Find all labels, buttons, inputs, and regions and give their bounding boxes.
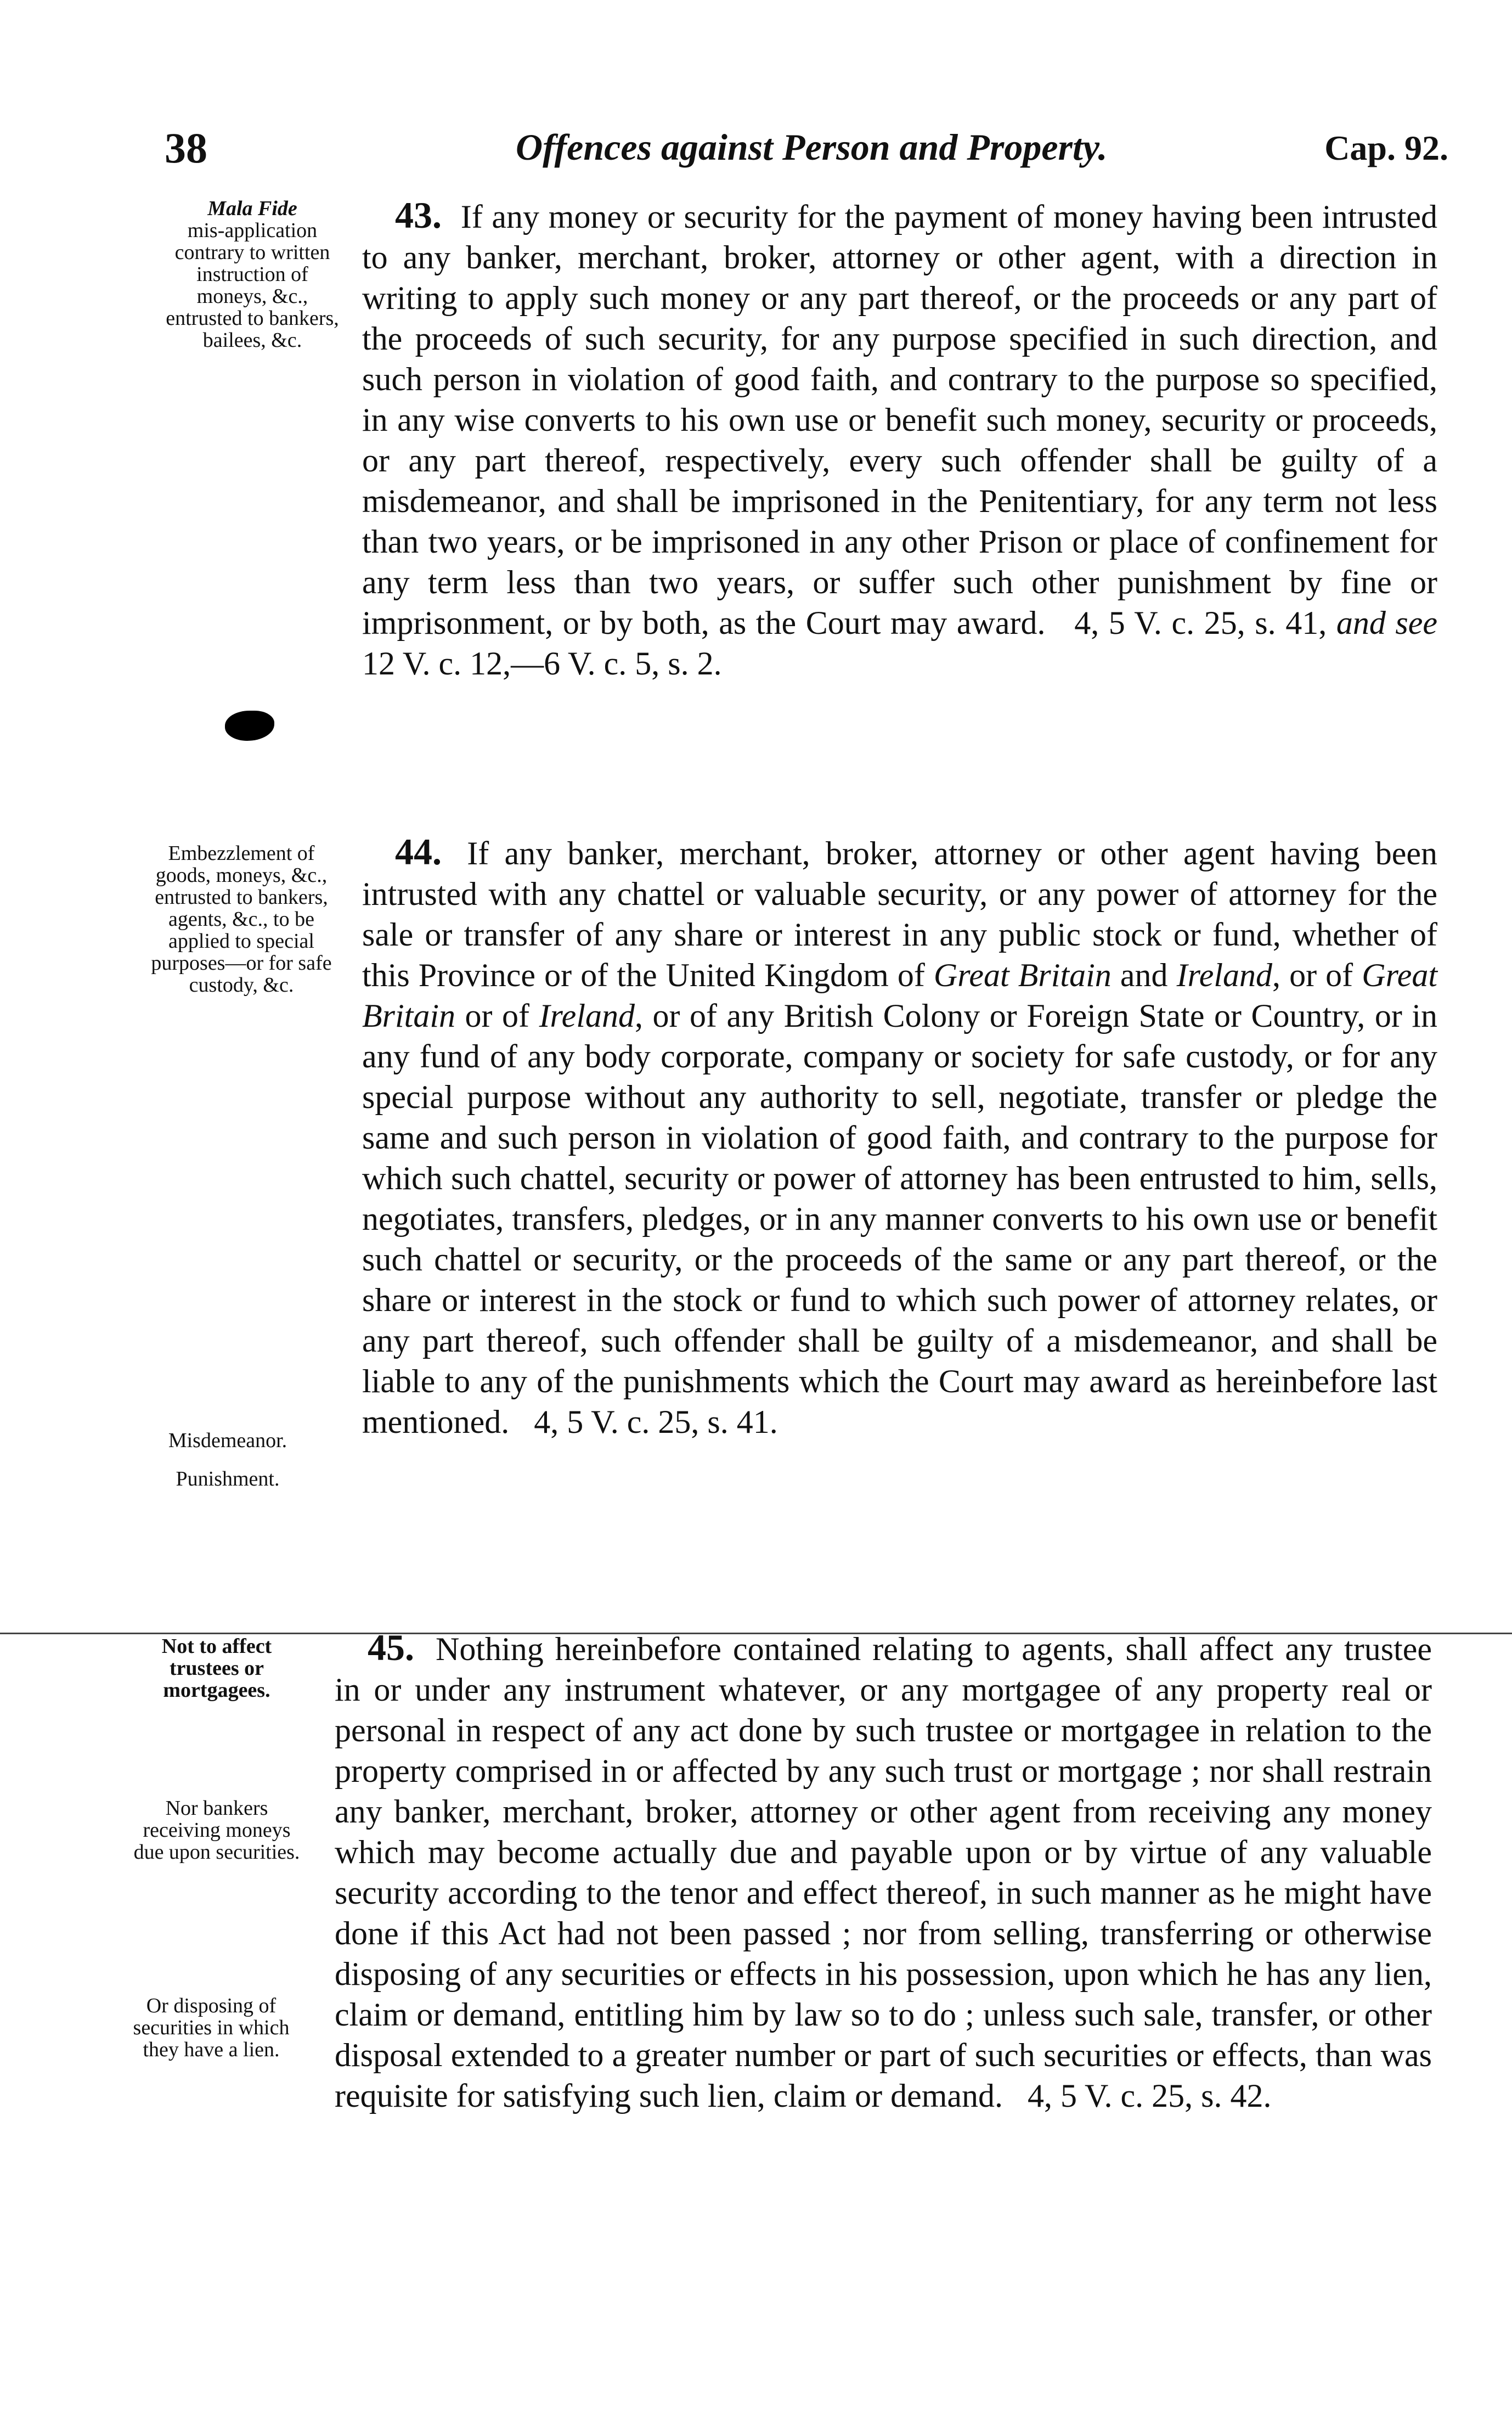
section-text-part: , or of any British Colony or Foreign State or Country, or in any fund of any body corporate, company or society for safe custody, or for any special purpose without any authority to sell, negotiate, transfer or pledge the same and such person in violation of good faith, and contrary to the purpose for which such chattel, security or power of attorney has been entrusted to him, sells, negotiates, transfers, pledges, or in any manner converts to his own use or benefit such chattel or security, or the proceeds of the same or any part thereof, or the share or interest in the stock or fund to which such power of attorney relates, or any part thereof, such offender shall be guilty of a misdemeanor, and shall be liable to any of the punishments which the Court may award as hereinbefore last mentioned. [362, 998, 1437, 1440]
section-body [362, 195, 1437, 684]
ink-blot [225, 711, 274, 741]
citation-tail: 12 V. c. 12,—6 V. c. 5, s. 2. [362, 645, 722, 682]
section-text: Nothing hereinbefore contained relating to agents, shall affect any trustee in or under any instrument whatever, or any mortgagee of any property real or personal in respect of any act done by such trustee or mortgagee in relation to the property comprised in or affected by any such trust or mortgage ; nor shall restrain any banker, merchant, broker, attorney or other agent from receiving any money which may become actually due and payable upon or by virtue of any valuable security according to the tenor and effect thereof, in such manner as he might have done if this Act had not been passed ; nor from selling, transferring or otherwise disposing of any securities or effects in his possession, upon which he has any lien, claim or demand, entitling him by law so to do ; unless such sale, transfer, or other disposal extended to a greater number or part of such securities or effects, than was requisite for satisfying such lien, claim or demand. [335, 1631, 1432, 2114]
section-text-italic: Great Britain [933, 957, 1112, 993]
section-text-italic: Great Britain [362, 957, 1437, 1034]
margin-note: Nor bankers receiving moneys due upon securities. [133, 1797, 300, 1864]
page-number: 38 [165, 124, 207, 172]
section-body [362, 831, 1437, 1442]
section-paragraph [362, 831, 1437, 1442]
margin-note: Or disposing of securities in which they have a lien. [133, 1994, 290, 2061]
margin-note-italic: Mala Fide [207, 197, 297, 220]
running-title: Offences against Person and Property. [516, 126, 1108, 168]
page-header [165, 123, 1448, 184]
citation [1055, 605, 1437, 641]
citation-ref: 4, 5 V. c. 25, s. 41, [1074, 605, 1327, 641]
margin-note-text: mis-application contrary to written instruction of moneys, &c., entrusted to bankers, bailees, &c. [166, 219, 339, 352]
section-text-part: and [1111, 957, 1177, 993]
margin-note: Not to affect trustees or mortgagees. [161, 1635, 272, 1702]
section-paragraph [335, 1627, 1432, 2116]
margin-note-punishment: Punishment. [176, 1467, 280, 1490]
section-body [335, 1627, 1432, 2116]
citation-see: and see [1336, 605, 1438, 641]
citation: 4, 5 V. c. 25, s. 42. [1028, 2078, 1272, 2114]
section-paragraph [362, 195, 1437, 684]
section-text-italic: Ireland [1176, 957, 1272, 993]
section-text-part: or of [455, 998, 539, 1034]
margin-note-misdemeanor: Misdemeanor. [168, 1429, 287, 1452]
section-text-part: , or of [1272, 957, 1362, 993]
section-number: 45. [368, 1627, 414, 1668]
section-text-part: If any banker, merchant, broker, attorney or other agent having been intrusted with any chattel or valuable security, or any power of attorney for the sale or transfer of any share or interest in any public stock or fund, whether of this Province or of the United Kingdom of [362, 835, 1438, 993]
section-text-italic: Ireland [539, 998, 635, 1034]
margin-note [162, 198, 343, 351]
citation: 4, 5 V. c. 25, s. 41. [534, 1404, 778, 1440]
chapter-label: Cap. 92. [1324, 128, 1448, 167]
section-text: If any money or security for the payment of money having been intrusted to any banker, merchant, broker, attorney or other agent, with a direction in writing to apply such money or any part thereof, or the proceeds or any part of the proceeds of such security, for any purpose specified in such direction, and such person in violation of good faith, and contrary to the purpose so specified, in any wise converts to his own use or benefit such money, security or proceeds, or any part thereof, respectively, every such offender shall be guilty of a misdemeanor, and shall be imprisoned in the Penitentiary, for any term not less than two years, or be imprisoned in any other Prison or place of confinement for any term less than two years, or suffer such other punishment by fine or imprisonment, or by both, as the Court may award. [362, 199, 1438, 641]
margin-note: Embezzlement of goods, moneys, &c., entrusted to bankers, agents, &c., to be applied to special purposes—or for safe custody, &c. [151, 842, 332, 997]
section-number: 44. [395, 831, 442, 873]
section-number: 43. [395, 194, 442, 236]
